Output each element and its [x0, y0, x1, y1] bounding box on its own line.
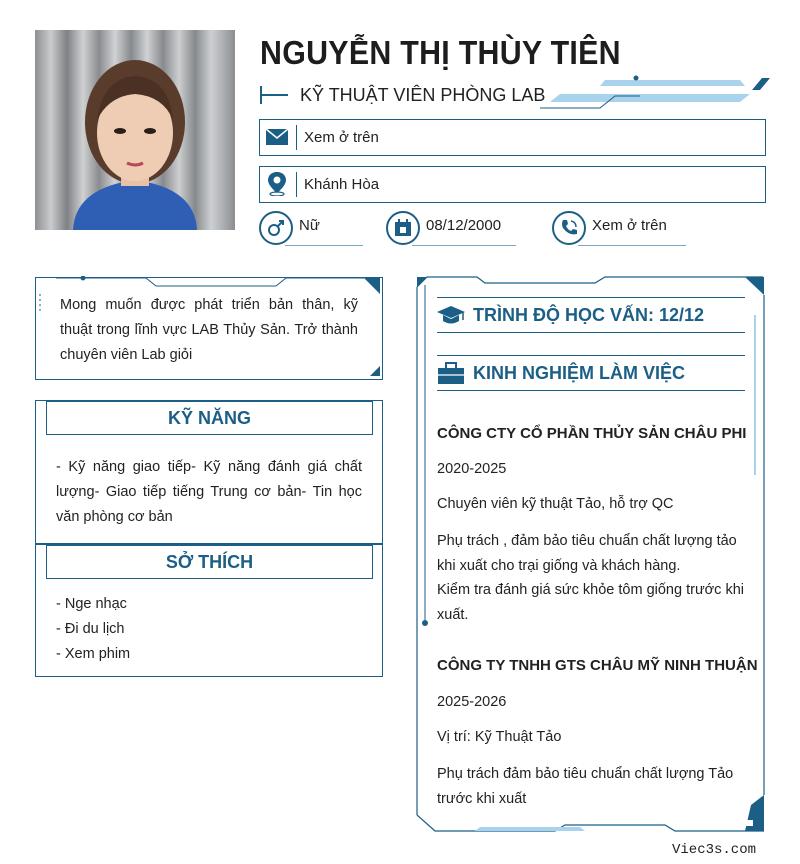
profile-photo-illustration	[35, 30, 235, 230]
email-value: Xem ở trên	[304, 129, 379, 146]
gender-icon	[259, 211, 293, 245]
title-decoration-line	[260, 94, 288, 96]
skills-text: - Kỹ năng giao tiếp- Kỹ năng đánh giá chất lượng- Giao tiếp tiếng Trung cơ bản- Tin học văn phòng cơ bản	[56, 459, 362, 525]
job-description: Phụ trách đảm bảo tiêu chuẩn chất lượng Tảo trước khi xuất	[437, 766, 734, 807]
address-value: Khánh Hòa	[304, 176, 380, 193]
phone-value: Xem ở trên	[592, 217, 667, 234]
calendar-icon	[386, 211, 420, 245]
address-field	[259, 166, 766, 203]
location-pin-icon	[264, 171, 290, 197]
job-description: Kiểm tra đánh giá sức khỏe tôm giống trước khi xuất.	[437, 582, 744, 623]
address-separator	[296, 172, 297, 197]
gender-value: Nữ	[299, 217, 320, 234]
profile-photo	[35, 30, 235, 230]
birthday-field	[386, 211, 516, 251]
phone-field	[552, 211, 692, 251]
header-decoration	[540, 72, 770, 112]
job-position: Chuyên viên kỹ thuật Tảo, hỗ trợ QC	[437, 496, 674, 512]
job-description: Phụ trách , đảm bảo tiêu chuẩn chất lượng tảo khi xuất cho trại giống và khách hàng.	[437, 533, 737, 574]
objective-box	[35, 277, 383, 380]
skills-title: KỸ NĂNG	[46, 401, 373, 435]
experience-header	[437, 355, 745, 391]
job-position: Vị trí: Kỹ Thuật Tảo	[437, 729, 562, 745]
job-title: KỸ THUẬT VIÊN PHÒNG LAB	[300, 85, 546, 105]
birthday-underline	[412, 245, 516, 246]
hobby-item: - Nge nhạc	[56, 596, 127, 612]
hobbies-title: SỞ THÍCH	[46, 545, 373, 579]
mail-icon	[264, 124, 290, 150]
job-company: CÔNG CTY CỔ PHẦN THỦY SẢN CHÂU PHI	[437, 425, 747, 442]
job-period: 2020-2025	[437, 461, 507, 477]
email-field	[259, 119, 766, 156]
job-period: 2025-2026	[437, 694, 507, 710]
briefcase-icon	[437, 361, 465, 385]
job-company: CÔNG TY TNHH GTS CHÂU MỸ NINH THUẬN	[437, 657, 758, 674]
gender-field	[259, 211, 369, 251]
education-header	[437, 297, 745, 333]
objective-text: Mong muốn được phát triển bản thân, kỹ thuật trong lĩnh vực LAB Thủy Sản. Trở thành chuyên viên Lab giỏi	[60, 297, 358, 363]
phone-icon	[552, 211, 586, 245]
email-separator	[296, 125, 297, 150]
birthday-value: 08/12/2000	[426, 217, 502, 234]
education-title: TRÌNH ĐỘ HỌC VẤN: 12/12	[473, 305, 705, 325]
candidate-name: NGUYỄN THỊ THÙY TIÊN	[260, 34, 621, 71]
hobby-item: - Xem phim	[56, 646, 131, 662]
gender-underline	[285, 245, 363, 246]
graduation-cap-icon	[437, 303, 465, 327]
phone-underline	[578, 245, 686, 246]
footer-watermark: Viec3s.com	[672, 842, 757, 858]
hobby-item: - Đi du lịch	[56, 621, 125, 637]
experience-title: KINH NGHIỆM LÀM VIỆC	[473, 363, 686, 383]
